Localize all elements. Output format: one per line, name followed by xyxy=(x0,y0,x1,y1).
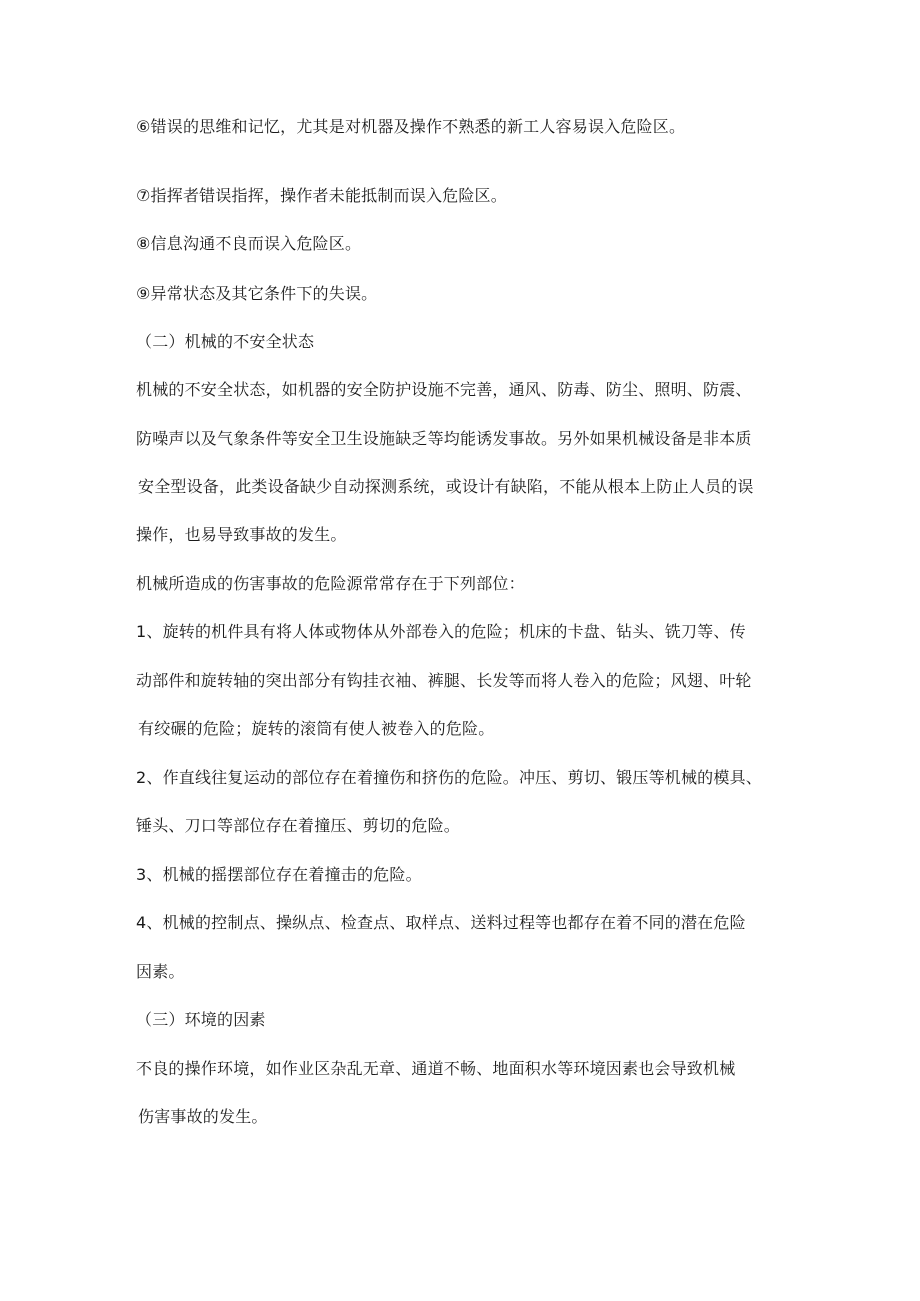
paragraph-line: 机械所造成的伤害事故的危险源常常存在于下列部位： xyxy=(136,574,525,593)
list-item-line: 有绞碾的危险；旋转的滚筒有使人被卷入的危险。 xyxy=(138,719,495,738)
paragraph-line: 伤害事故的发生。 xyxy=(138,1107,268,1126)
list-item-line: 动部件和旋转轴的突出部分有钩挂衣袖、裤腿、长发等而将人卷入的危险；风翅、叶轮 xyxy=(136,671,752,690)
paragraph-line: 操作，也易导致事故的发生。 xyxy=(136,525,347,544)
paragraph-line: ⑥错误的思维和记忆，尤其是对机器及操作不熟悉的新工人容易误入危险区。 xyxy=(136,117,686,136)
list-item-line: 1、旋转的机件具有将人体或物体从外部卷入的危险；机床的卡盘、钻头、铣刀等、传 xyxy=(136,622,746,641)
paragraph-line: 防噪声以及气象条件等安全卫生设施缺乏等均能诱发事故。另外如果机械设备是非本质 xyxy=(136,429,752,448)
list-item-line: 锤头、刀口等部位存在着撞压、剪切的危险。 xyxy=(136,816,461,835)
paragraph-line: 安全型设备，此类设备缺少自动探测系统，或设计有缺陷，不能从根本上防止人员的误 xyxy=(138,477,754,496)
section-heading: （三）环境的因素 xyxy=(136,1010,266,1029)
list-item-line: 2、作直线往复运动的部位存在着撞伤和挤伤的危险。冲压、剪切、锻压等机械的模具、 xyxy=(136,768,762,787)
list-item-line: 4、机械的控制点、操纵点、检查点、取样点、送料过程等也都存在着不同的潜在危险 xyxy=(136,913,746,932)
list-item-line: 3、机械的摇摆部位存在着撞击的危险。 xyxy=(136,865,422,884)
paragraph-line: 不良的操作环境，如作业区杂乱无章、通道不畅、地面积水等环境因素也会导致机械 xyxy=(136,1059,736,1078)
paragraph-line: ⑧信息沟通不良而误入危险区。 xyxy=(136,234,362,253)
list-item-line: 因素。 xyxy=(136,962,185,981)
section-heading: （二）机械的不安全状态 xyxy=(136,332,315,351)
paragraph-line: ⑨异常状态及其它条件下的失误。 xyxy=(136,284,378,303)
paragraph-line: 机械的不安全状态，如机器的安全防护设施不完善，通风、防毒、防尘、照明、防震、 xyxy=(136,380,752,399)
paragraph-line: ⑦指挥者错误指挥，操作者未能抵制而误入危险区。 xyxy=(136,186,507,205)
